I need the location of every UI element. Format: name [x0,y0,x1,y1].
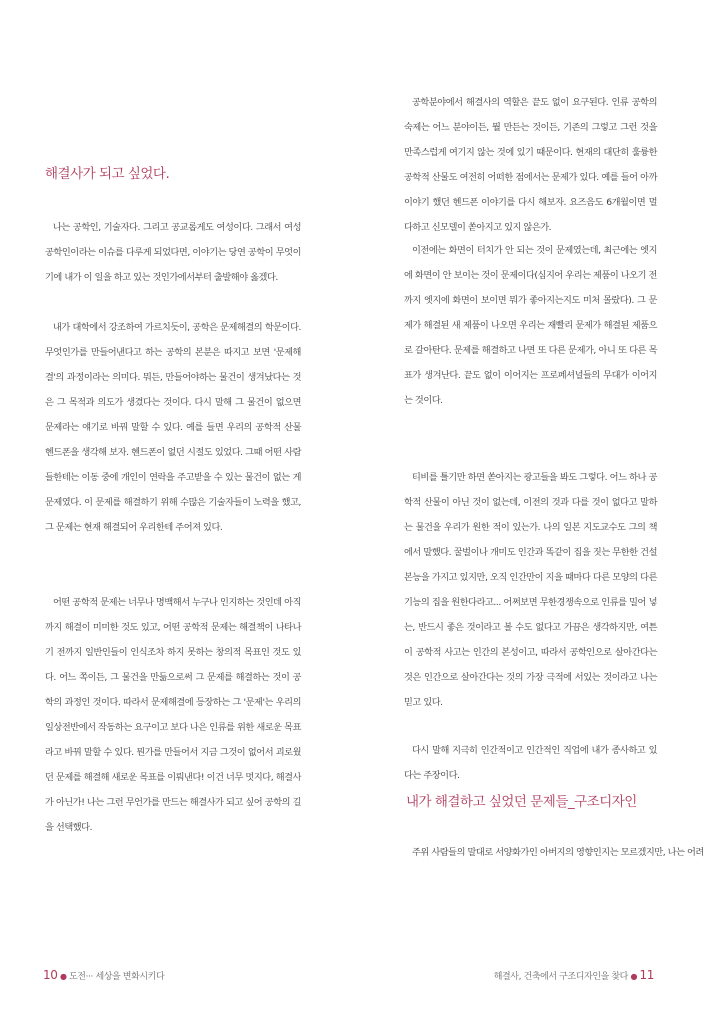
right-paragraph-2: 이전에는 화면이 터치가 안 되는 것이 문제였는데, 최근에는 엣지에 화면이 안 보이는 것이 문제이다(심지어 우리는 제품이 나오기 전까지 엣지에 화면이 보이면 뭐가 좋아지는지도 미처 몰랐다). 그 문제가 해결된 새 제품이 나오면 우리는 재빨리 문제가 해결된 제품으로 갈아탄다. 문제를 해결하고 나면 또 다른 문제가, 아니 또 다른 목표가 생겨난다. 끝도 없이 이어지는 프로페셔널들의 무대가 이어지는 것이다. [404,245,657,406]
right-paragraph-4: 다시 말해 지극히 인간적이고 인간적인 직업에 내가 종사하고 있다는 주장이다. [404,745,657,781]
right-section-heading: 내가 해결하고 싶었던 문제들_구조디자인 [406,794,637,810]
right-paragraph-3: 티비를 틀기만 하면 쏟아지는 광고들을 봐도 그렇다. 어느 하나 공학적 산물이 아닌 것이 없는데, 이전의 것과 다를 것이 없다고 말하는 물건을 우리가 원한 적이 있는가. 나의 일본 지도교수도 그의 책에서 말했다. 꿀벌이나 개미도 인간과 똑같이 집을 짓는 무한한 건설본능을 가지고 있지만, 오직 인간만이 지을 때마다 다른 모양의 다른 기능의 집을 원한다라고... 어쩌보면 무한경쟁속으로 인류를 밀어 넣는, 반드시 좋은 것이라고 볼 수도 없다고 가끔은 생각하지만, 여튼 이 공학적 사고는 인간의 본성이고, 따라서 공학인으로 살아간다는 것은 인간으로 살아간다는 것의 가장 극적에 서있는 것이라고 나는 믿고 있다. [404,472,657,708]
right-running-title: 해결사, 건축에서 구조디자인을 찾다 [493,972,628,982]
right-footer [494,968,654,982]
right-closing-line: 주위 사람들의 말대로 서양화가인 아버지의 영향인지는 모르겠지만, 나는 어려 [412,847,704,858]
left-footer [43,968,164,982]
bullet-icon: ● [630,972,638,981]
bullet-icon: ● [59,972,67,981]
left-section-heading: 해결사가 되고 싶었다. [45,166,170,182]
right-page-number: 11 [639,968,654,982]
left-page-number: 10 [43,968,58,982]
left-paragraph-2: 내가 대학에서 강조하여 가르치듯이, 공학은 문제해결의 학문이다. 무엇인가를 만들어낸다고 하는 공학의 본분은 따지고 보면 '문제해결'의 과정이라는 의미다. 뭐든, 만들어야하는 물건이 생겨났다는 것은 그 목적과 의도가 생겼다는 것이다. 다시 말해 그 물건이 없으면 문제라는 얘기로 바꿔 말할 수 있다. 예를 들면 우리의 공학적 산물 헨드폰을 생각해 보자. 헨드폰이 없던 시절도 있었다. 그때 어떤 사람들한테는 이동 중에 개인이 연락을 주고받을 수 있는 물건이 없는 게 문제였다. 이 문제를 해결하기 위해 수많은 기술자들이 노력을 했고, 그 문제는 현재 해결되어 우리한테 주어져 있다. [45,322,301,533]
left-paragraph-3: 어떤 공학적 문제는 너무나 명백해서 누구나 인지하는 것인데 아직까지 해결이 미미한 것도 있고, 어떤 공학적 문제는 해결책이 나타나기 전까지 일반인들이 인식조차 하지 못하는 창의적 목표인 것도 있다. 어느 쪽이든, 그 물건을 만듦으로써 그 문제를 해결하는 것이 공학의 과정인 것이다. 따라서 문제해결에 등장하는 그 '문제'는 우리의 일상전반에서 작동하는 요구이고 보다 나은 인류를 위한 새로운 목표라고 바꿔 말할 수 있다. 뭔가를 만들어서 지금 그것이 없어서 괴로웠던 문제를 해결해 새로운 목표를 이뤄낸다! 이건 너무 멋지다, 해결사가 아닌가! 나는 그런 무언가를 만드는 해결사가 되고 싶어 공학의 길을 선택했다. [45,597,301,833]
left-paragraph-1: 나는 공학인, 기술자다. 그리고 공교롭게도 여성이다. 그래서 여성공학인이라는 이슈를 다루게 되었다면, 이야기는 당연 공학이 무엇이기에 내가 이 일을 하고 있는 것인가에서부터 출발해야 옳겠다. [45,222,301,283]
left-running-title: 도전··· 세상을 변화시키다 [69,972,165,982]
right-paragraph-1: 공학분야에서 해결사의 역할은 끝도 없이 요구된다. 인류 공학의 숙제는 어느 분야이든, 뭘 만든는 것이든, 기존의 그렇고 그런 것을 만족스럽게 여기지 않는 것에 있기 때문이다. 현재의 대단히 훌륭한 공학적 산물도 여전히 어떠한 점에서는 문제가 있다. 예를 들어 아까 이야기 했던 헨드폰 이야기를 다시 해보자. 요즈음도 6개월이면 멀다하고 신모델이 쏟아지고 있지 않은가. [404,97,657,233]
